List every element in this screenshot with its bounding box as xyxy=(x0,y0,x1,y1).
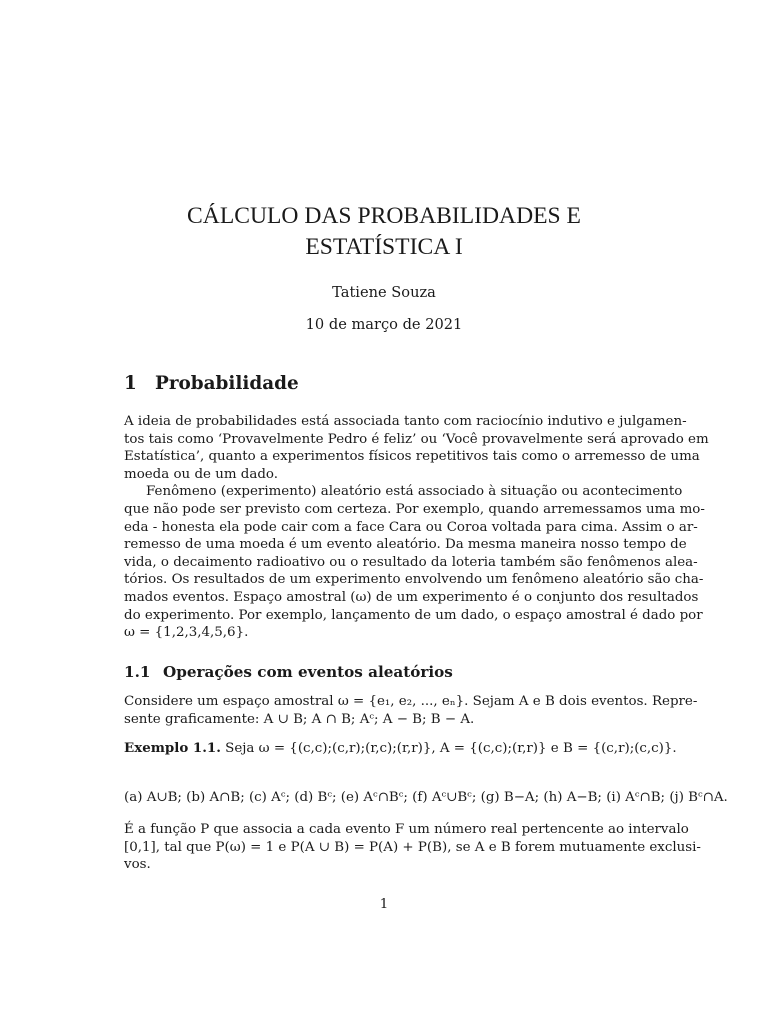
options-line: (a) A∪B; (b) A∩B; (c) Aᶜ; (d) Bᶜ; (e) Aᶜ∩Bᶜ; (f) Aᶜ∪Bᶜ; (g) B−A; (h) A−B; (i) Aᶜ∩B; (j) Bᶜ∩A. xyxy=(124,790,728,805)
paragraph-line: É a função P que associa a cada evento F um número real pertencente ao intervalo xyxy=(124,822,689,837)
section-heading xyxy=(124,375,299,393)
paragraph-line: Fenômeno (experimento) aleatório está associado à situação ou acontecimento xyxy=(146,484,683,500)
paragraph-line: moeda ou de um dado. xyxy=(124,466,278,482)
paragraph-line: sente graficamente: A ∪ B; A ∩ B; Aᶜ; A − B; B − A. xyxy=(124,711,475,727)
subsection-title: Operações com eventos aleatórios xyxy=(163,663,453,681)
page-number: 1 xyxy=(379,897,389,912)
example-text: Seja ω = {(c,c);(c,r);(r,c);(r,r)}, A = {(c,c);(r,r)} e B = {(c,r);(c,c)}. xyxy=(225,741,677,756)
subsection-heading xyxy=(124,664,453,682)
paragraph-line: A ideia de probabilidades está associada tanto com raciocínio indutivo e julgamen- xyxy=(124,414,687,429)
title-line-2: ESTATÍSTICA I xyxy=(305,234,463,260)
definition-paragraph xyxy=(124,821,701,874)
author: Tatiene Souza xyxy=(332,284,436,301)
date: 10 de março de 2021 xyxy=(305,316,463,333)
paragraph-line: que não pode ser previsto com certeza. Por exemplo, quando arremessamos uma mo- xyxy=(124,501,705,517)
paragraph-line: Considere um espaço amostral ω = {e₁, e₂, ..., eₙ}. Sejam A e B dois eventos. Repre- xyxy=(124,694,698,709)
section-number: 1 xyxy=(124,373,137,394)
paragraph-line: do experimento. Por exemplo, lançamento de um dado, o espaço amostral é dado por xyxy=(124,607,703,623)
example-label: Exemplo 1.1. xyxy=(124,740,221,756)
paragraph-line: tórios. Os resultados de um experimento envolvendo um fenômeno aleatório são cha- xyxy=(124,572,704,588)
paragraph-line: vos. xyxy=(124,857,151,873)
paragraph-line: remesso de uma moeda é um evento aleatório. Da mesma maneira nosso tempo de xyxy=(124,537,687,553)
paragraph-line: [0,1], tal que P(ω) = 1 e P(A ∪ B) = P(A) + P(B), se A e B forem mutuamente exclusi- xyxy=(124,839,701,855)
paragraph-line: ω = {1,2,3,4,5,6}. xyxy=(124,625,249,641)
document-title xyxy=(0,201,768,263)
paragraph-line: mados eventos. Espaço amostral (ω) de um experimento é o conjunto dos resultados xyxy=(124,589,699,605)
section-body xyxy=(124,413,709,642)
subsection-body xyxy=(124,693,698,728)
paragraph-line: eda - honesta ela pode cair com a face Cara ou Coroa voltada para cima. Assim o ar- xyxy=(124,519,698,535)
section-title: Probabilidade xyxy=(155,373,299,394)
paragraph-line: Estatística’, quanto a experimentos físicos repetitivos tais como o arremesso de uma xyxy=(124,449,700,465)
subsection-number: 1.1 xyxy=(124,663,151,681)
title-line-1: CÁLCULO DAS PROBABILIDADES E xyxy=(187,203,581,229)
paragraph-line: vida, o decaimento radioativo ou o resultado da loteria também são fenômenos alea- xyxy=(124,554,698,570)
example-line xyxy=(124,740,677,758)
exercise-options xyxy=(124,789,728,807)
example-block xyxy=(124,740,677,758)
paragraph-line: tos tais como ‘Provavelmente Pedro é feliz’ ou ‘Você provavelmente será aprovado em xyxy=(124,431,709,447)
